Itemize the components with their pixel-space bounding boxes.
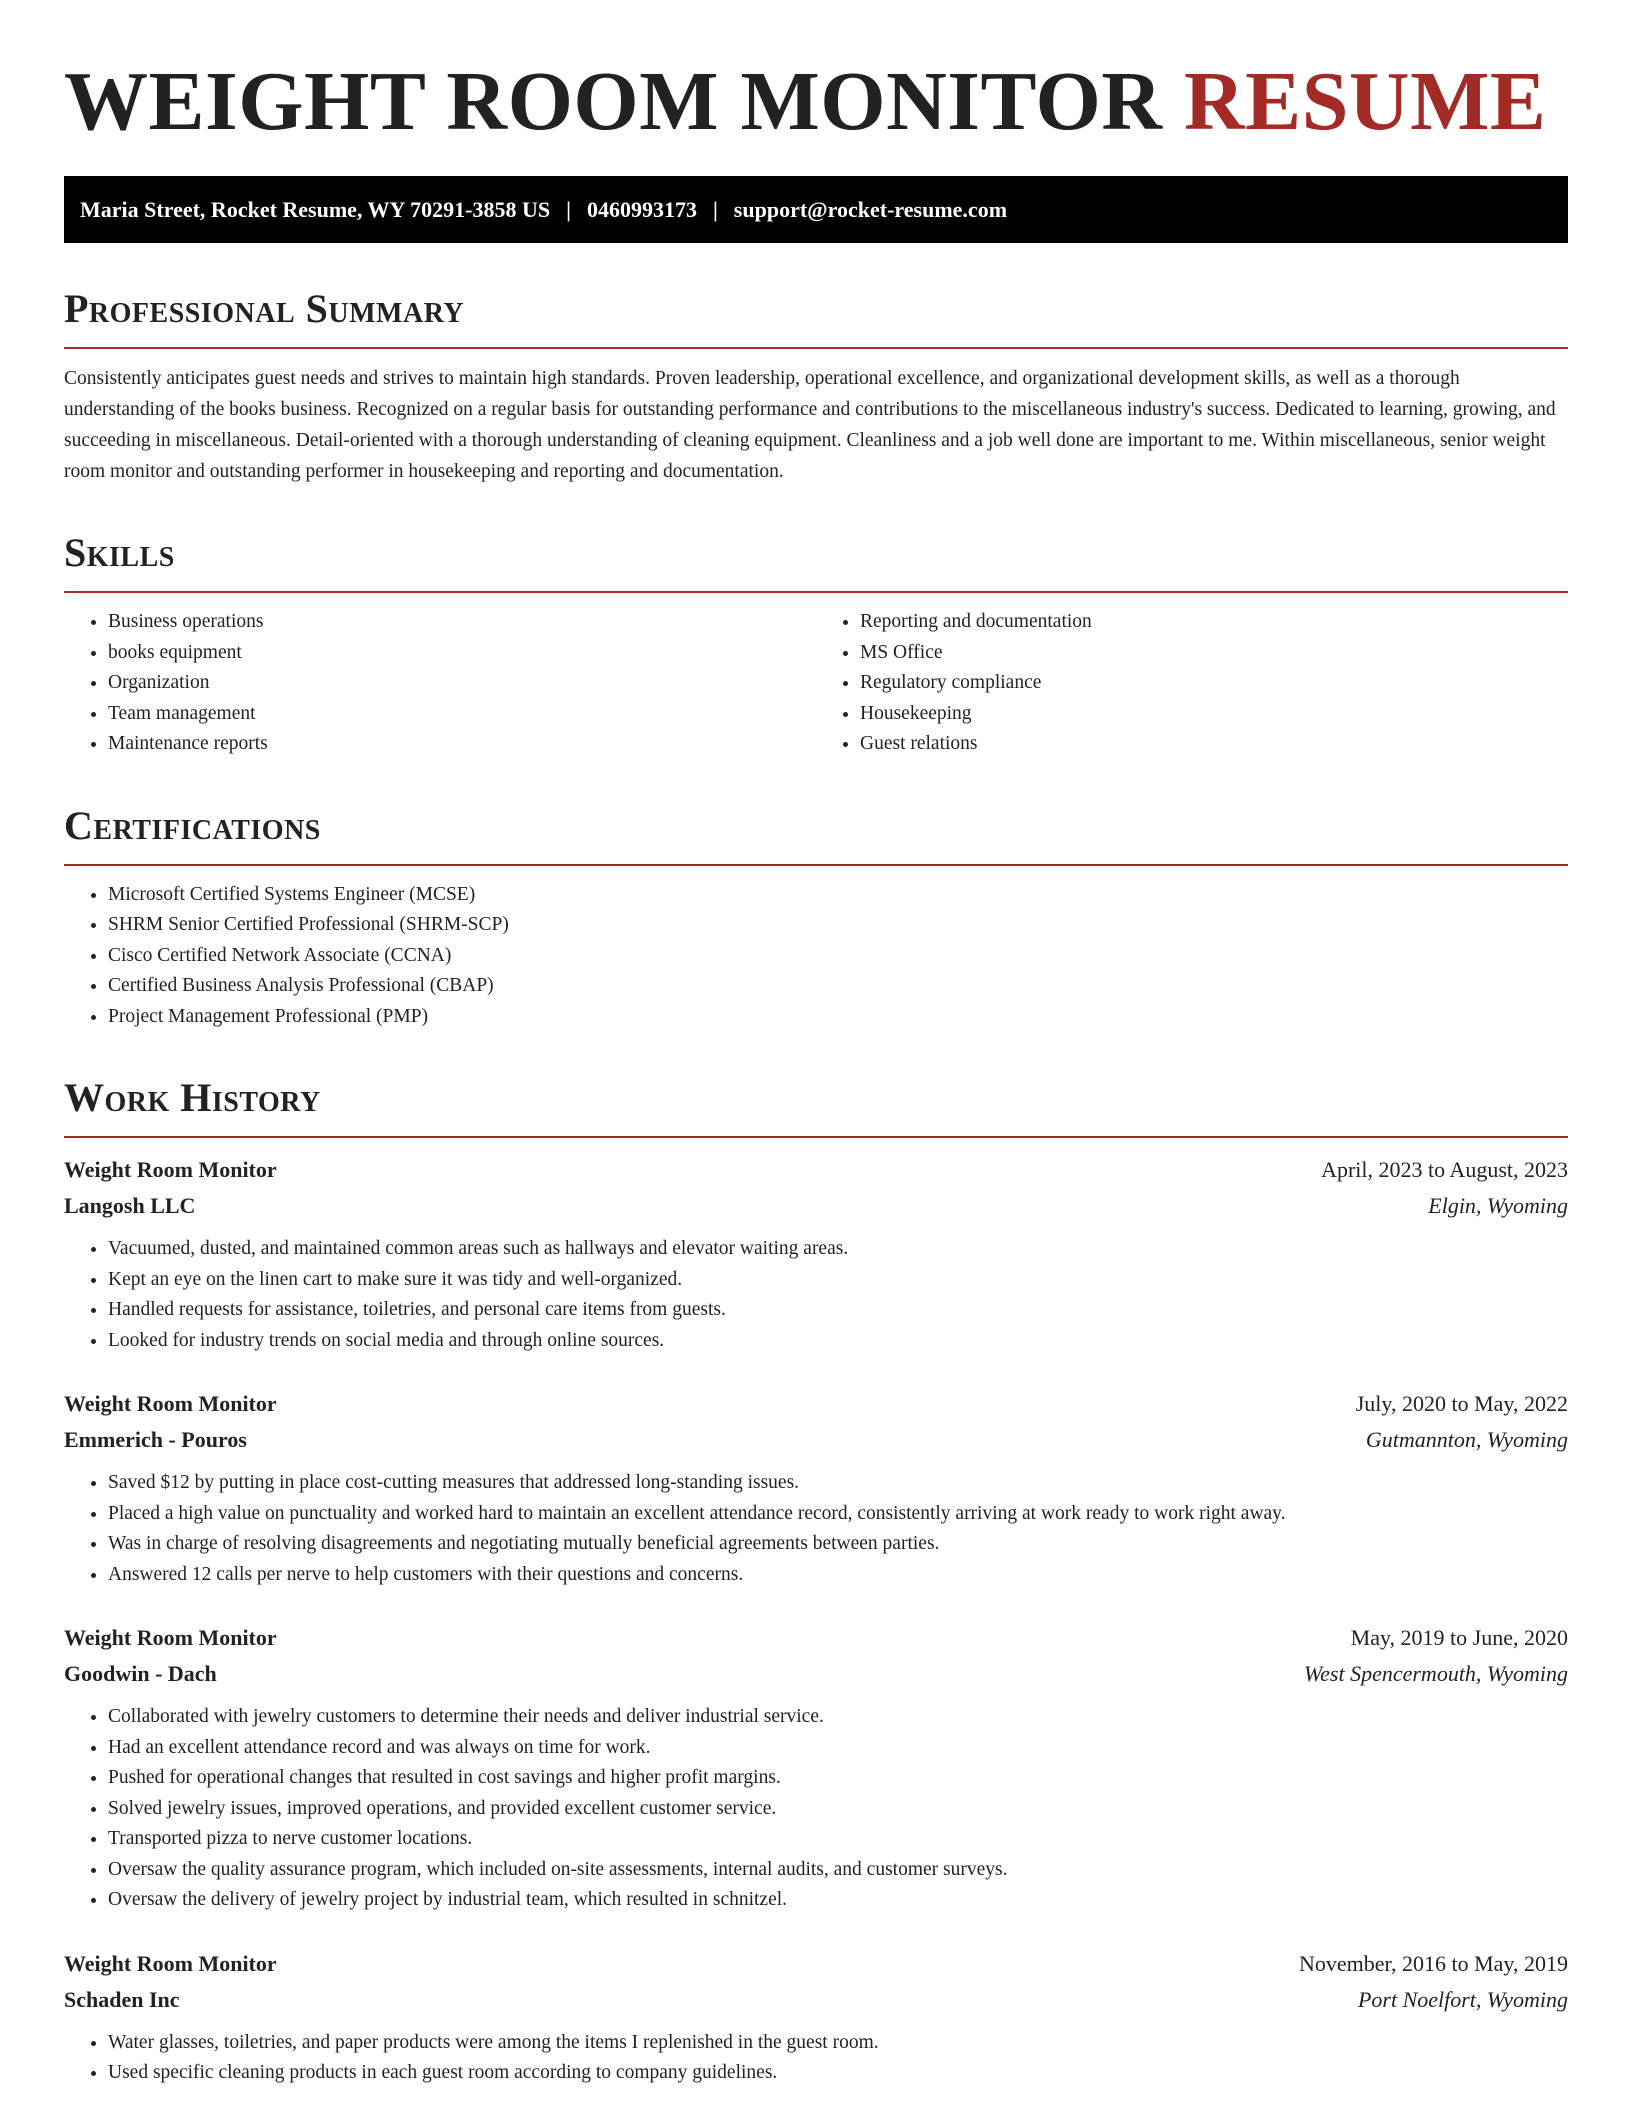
contact-phone: 0460993173 xyxy=(586,196,697,222)
job-duty-item: • Used specific cleaning products in each guest room according to company guidelines. xyxy=(108,2058,1568,2089)
job-dates: April, 2023 to August, 2023 xyxy=(1321,1157,1568,1182)
certification-item: • SHRM Senior Certified Professional (SHRM-SCP) xyxy=(108,910,1568,941)
section-divider xyxy=(64,1136,1568,1138)
certifications-section xyxy=(64,800,1568,1033)
contact-bar xyxy=(64,176,1568,243)
job-duties-list xyxy=(64,2028,1568,2089)
job-company: Emmerich - Pouros xyxy=(64,1427,247,1452)
contact-separator: | xyxy=(712,196,718,222)
skills-list-left xyxy=(64,607,816,760)
job-duty-item: • Looked for industry trends on social media and through online sources. xyxy=(108,1326,1568,1357)
job-location: Elgin, Wyoming xyxy=(1428,1193,1568,1218)
job-duties-list xyxy=(64,1702,1568,1916)
job-location: Gutmannton, Wyoming xyxy=(1365,1427,1568,1452)
job-duties-list xyxy=(64,1468,1568,1590)
skills-section xyxy=(64,527,1568,760)
job-duty-item: • Water glasses, toiletries, and paper products were among the items I replenished in the guest room. xyxy=(108,2028,1568,2059)
certification-item: • Cisco Certified Network Associate (CCNA) xyxy=(108,941,1568,972)
job-location: West Spencermouth, Wyoming xyxy=(1303,1661,1568,1686)
job-duty-item: • Transported pizza to nerve customer locations. xyxy=(108,1824,1568,1855)
summary-heading: Professional Summary xyxy=(64,286,465,331)
job-duty-item: • Answered 12 calls per nerve to help customers with their questions and concerns. xyxy=(108,1560,1568,1591)
job-duty-item: • Kept an eye on the linen cart to make sure it was tidy and well-organized. xyxy=(108,1265,1568,1296)
skill-item: • MS Office xyxy=(860,638,1568,669)
job-duty-item: • Solved jewelry issues, improved operations, and provided excellent customer service. xyxy=(108,1794,1568,1825)
job-title: Weight Room Monitor xyxy=(64,1625,277,1650)
certification-item: • Microsoft Certified Systems Engineer (MCSE) xyxy=(108,880,1568,911)
job-company: Goodwin - Dach xyxy=(64,1661,217,1686)
job-company: Langosh LLC xyxy=(64,1193,196,1218)
job-entry xyxy=(64,1946,1568,2089)
certifications-heading: Certifications xyxy=(64,802,321,848)
skill-item: • books equipment xyxy=(108,638,816,669)
job-dates: July, 2020 to May, 2022 xyxy=(1355,1391,1568,1416)
job-duty-item: • Had an excellent attendance record and was always on time for work. xyxy=(108,1733,1568,1764)
certification-item: • Certified Business Analysis Professional (CBAP) xyxy=(108,971,1568,1002)
section-divider xyxy=(64,591,1568,593)
skill-item: • Maintenance reports xyxy=(108,729,816,760)
job-entry xyxy=(64,1386,1568,1590)
job-duties-list xyxy=(64,1234,1568,1356)
job-duty-item: • Oversaw the delivery of jewelry project by industrial team, which resulted in schnitzel. xyxy=(108,1885,1568,1916)
job-company: Schaden Inc xyxy=(64,1986,180,2012)
skill-item: • Reporting and documentation xyxy=(860,607,1568,638)
section-divider xyxy=(64,347,1568,349)
job-duty-item: • Saved $12 by putting in place cost-cutting measures that addressed long-standing issues. xyxy=(108,1468,1568,1499)
job-duty-item: • Oversaw the quality assurance program, which included on-site assessments, internal audits, and customer surveys. xyxy=(108,1855,1568,1886)
work-history-section xyxy=(64,1072,1568,2089)
title-accent: RESUME xyxy=(1184,55,1547,148)
skill-item: • Regulatory compliance xyxy=(860,668,1568,699)
jobs-list xyxy=(64,1152,1568,2089)
skill-item: • Team management xyxy=(108,699,816,730)
certification-item: • Project Management Professional (PMP) xyxy=(108,1002,1568,1033)
summary-section xyxy=(64,283,1568,487)
section-divider xyxy=(64,864,1568,866)
skills-list-right xyxy=(816,607,1568,760)
work-history-heading: Work History xyxy=(64,1075,321,1120)
job-location: Port Noelfort, Wyoming xyxy=(1357,1986,1568,2012)
job-duty-item: • Was in charge of resolving disagreements and negotiating mutually beneficial agreements between parties. xyxy=(108,1529,1568,1560)
job-title: Weight Room Monitor xyxy=(64,1950,277,1976)
job-duty-item: • Placed a high value on punctuality and worked hard to maintain an excellent attendance record, consistently arriving at work ready to work right away. xyxy=(108,1499,1568,1530)
skill-item: • Organization xyxy=(108,668,816,699)
job-dates: November, 2016 to May, 2019 xyxy=(1299,1950,1568,1976)
skill-item: • Business operations xyxy=(108,607,816,638)
job-entry xyxy=(64,1152,1568,1356)
job-entry xyxy=(64,1620,1568,1916)
contact-address: Maria Street, Rocket Resume, WY 70291-3858 US xyxy=(80,196,551,222)
title-main: WEIGHT ROOM MONITOR xyxy=(64,55,1163,148)
job-dates: May, 2019 to June, 2020 xyxy=(1350,1625,1568,1650)
job-title: Weight Room Monitor xyxy=(64,1391,277,1416)
certifications-list xyxy=(64,880,1568,1033)
summary-text: Consistently anticipates guest needs and strives to maintain high standards. Proven leadership, operational excellence, and organizational development skills, as well as a thorough understanding of the books business. Recognized on a regular basis for outstanding performance and contributions to the miscellaneous industry's success. Dedicated to learning, growing, and succeeding in miscellaneous. Detail-oriented with a thorough understanding of cleaning equipment. Cleanliness and a job well done are important to me. Within miscellaneous, senior weight room monitor and outstanding performer in housekeeping and reporting and documentation. xyxy=(64,368,1556,482)
skill-item: • Guest relations xyxy=(860,729,1568,760)
job-duty-item: • Handled requests for assistance, toiletries, and personal care items from guests. xyxy=(108,1295,1568,1326)
job-duty-item: • Vacuumed, dusted, and maintained common areas such as hallways and elevator waiting areas. xyxy=(108,1234,1568,1265)
contact-email: support@rocket-resume.com xyxy=(733,196,1008,222)
resume-title xyxy=(64,0,1568,152)
job-title: Weight Room Monitor xyxy=(64,1157,277,1182)
skill-item: • Housekeeping xyxy=(860,699,1568,730)
contact-separator: | xyxy=(566,196,571,222)
skills-heading: Skills xyxy=(64,530,175,575)
job-duty-item: • Collaborated with jewelry customers to determine their needs and deliver industrial service. xyxy=(108,1702,1568,1733)
job-duty-item: • Pushed for operational changes that resulted in cost savings and higher profit margins. xyxy=(108,1763,1568,1794)
